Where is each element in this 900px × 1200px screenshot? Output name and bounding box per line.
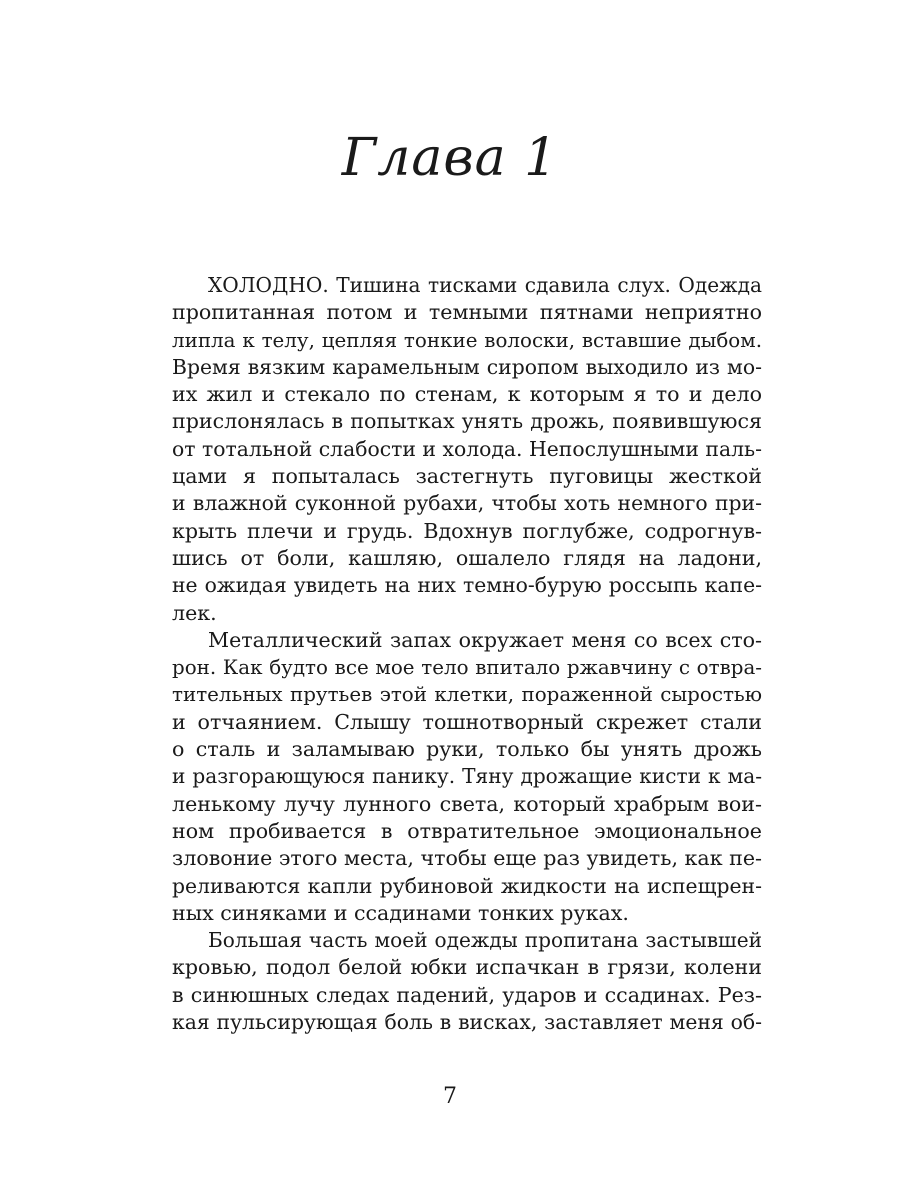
text-line: и отчаянием. Слышу тошнотворный скрежет стали [172,709,762,734]
text-line: рон. Как будто все мое тело впитало ржавчину с отвра- [172,656,762,680]
text-line: от тотальной слабости и холода. Непослушными паль- [172,436,762,461]
text-line: в синюшных следах падений, ударов и ссадинах. Рез- [172,982,762,1007]
text-line: кая пульсирующая боль в висках, заставляет меня об- [172,1010,762,1035]
text-line: ХОЛОДНО. Тишина тисками сдавила слух. Одежда [208,273,762,297]
page-number: 7 [443,1084,457,1109]
text-line: и разгорающуюся панику. Тяну дрожащие кисти к ма- [172,764,762,789]
text-line: шись от боли, кашляю, ошалело глядя на ладони, [172,545,762,570]
text-line: и влажной суконной рубахи, чтобы хоть немного при- [172,491,762,516]
text-line: прислонялась в попытках унять дрожь, появившуюся [172,409,762,434]
text-line: цами я попыталась застегнуть пуговицы жесткой [172,464,762,489]
text-line: Большая часть моей одежды пропитана застывшей [208,928,762,953]
text-line: о сталь и заламываю руки, только бы унять дрожь [172,737,762,762]
text-line: кровью, подол белой юбки испачкан в грязи, колени [172,955,762,980]
text-line: не ожидая увидеть на них темно-бурую россыпь капе- [172,573,762,598]
text-line: зловоние этого места, чтобы еще раз увидеть, как пе- [172,846,762,871]
text-line: тительных прутьев этой клетки, пораженной сыростью [172,683,762,707]
text-line: ных синяками и ссадинами тонких руках. [172,900,629,925]
text-line: лек. [172,600,217,625]
chapter-title: Глава 1 [341,128,559,188]
text-line: ленькому лучу лунного света, который храбрым вои- [172,791,762,816]
body-text [172,272,762,1036]
text-line: Металлический запах окружает меня со всех сто- [208,627,762,652]
text-line: липла к телу, цепляя тонкие волоски, вставшие дыбом. [172,328,762,352]
text-line: их жил и стекало по стенам, к которым я то и дело [172,382,762,407]
text-line: пропитанная потом и темными пятнами неприятно [172,300,762,325]
text-line: ном пробивается в отвратительное эмоциональное [172,818,762,843]
text-line: крыть плечи и грудь. Вдохнув поглубже, содрогнув- [172,518,762,543]
text-line: Время вязким карамельным сиропом выходило из мо- [172,354,762,379]
text-line: реливаются капли рубиновой жидкости на испещрен- [172,873,762,898]
